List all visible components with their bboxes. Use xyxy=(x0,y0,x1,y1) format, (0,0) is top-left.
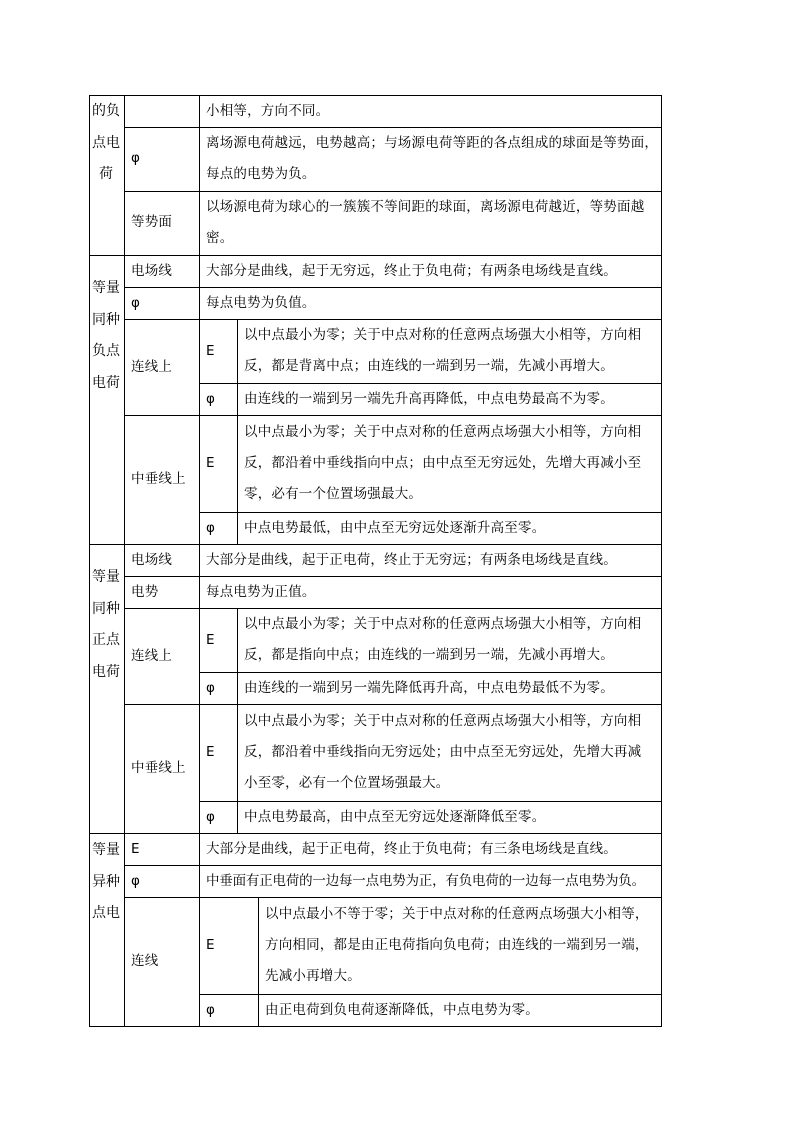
row-name: 中垂线上 xyxy=(131,760,186,776)
cell-content: 反，都是指向中点；由连线的一端到另一端，先减小再增大。 xyxy=(244,647,614,663)
sub-symbol: φ xyxy=(206,1002,216,1018)
sub-symbol: E xyxy=(206,937,215,953)
cell-content: 反，都沿着中垂线指向无穷远处；由中点至无穷远处，先增大再减 xyxy=(244,744,642,760)
cell-content: 反，都沿着中垂线指向中点；由中点至无穷远处，先增大再减小至 xyxy=(244,455,642,471)
cell-content: 每点电势为正值。 xyxy=(206,584,316,600)
col-divider xyxy=(237,319,238,544)
section-label: 的负点电荷 xyxy=(92,103,120,182)
cell-content: 以场源电荷为球心的一簇簇不等间距的球面，离场源电荷越近，等势面越 xyxy=(206,199,645,215)
cell-content: 由连线的一端到另一端先升高再降低，中点电势最高不为零。 xyxy=(244,391,614,407)
section-label: 等量同种正点电荷 xyxy=(92,569,120,680)
table-top-border xyxy=(89,95,662,96)
cell-content: 每点的电势为负。 xyxy=(206,166,316,182)
cell-content: 以中点最小不等于零；关于中点对称的任意两点场强大小相等， xyxy=(265,906,649,922)
cell-content: 中点电势最高，由中点至无穷远处逐渐降低至零。 xyxy=(244,809,546,825)
sub-symbol: E xyxy=(206,343,215,359)
row-name: 电势 xyxy=(131,584,159,600)
row-name: 电场线 xyxy=(131,263,173,279)
row-name: φ xyxy=(131,295,141,311)
sub-symbol: φ xyxy=(206,809,216,825)
row-name: φ xyxy=(131,873,141,889)
sub-symbol: φ xyxy=(206,680,216,696)
rule xyxy=(124,415,662,416)
cell-content: 中垂面有正电荷的一边每一点电势为正，有负电荷的一边每一点电势为负。 xyxy=(206,873,645,889)
cell-content: 每点电势为负值。 xyxy=(206,295,316,311)
sub-symbol: φ xyxy=(206,520,216,536)
cell-content: 以中点最小为零；关于中点对称的任意两点场强大小相等，方向相 xyxy=(244,424,642,440)
cell-content: 小相等，方向不同。 xyxy=(206,103,330,119)
cell-content: 由正电荷到负电荷逐渐降低，中点电势为零。 xyxy=(265,1002,539,1018)
cell-content: 大部分是曲线，起于正电荷，终止于无穷远；有两条电场线是直线。 xyxy=(206,552,617,568)
table-right-border xyxy=(661,95,662,1027)
cell-content: 密。 xyxy=(206,230,234,246)
col-divider xyxy=(237,608,238,833)
row-name: E xyxy=(131,841,140,857)
sub-symbol: E xyxy=(206,455,215,471)
rule xyxy=(124,287,662,288)
row-name: φ xyxy=(131,150,141,166)
row-name: 中垂线上 xyxy=(131,471,186,487)
col-divider xyxy=(258,897,259,1027)
cell-content: 以中点最小为零；关于中点对称的任意两点场强大小相等，方向相 xyxy=(244,327,642,343)
cell-content: 反，都是背离中点；由连线的一端到另一端，先减小再增大。 xyxy=(244,358,614,374)
section-label: 等量异种点电 xyxy=(92,842,120,921)
cell-content: 以中点最小为零；关于中点对称的任意两点场强大小相等，方向相 xyxy=(244,713,642,729)
sub-symbol: E xyxy=(206,632,215,648)
table-bottom-border xyxy=(89,1026,662,1027)
col-divider xyxy=(124,95,125,1027)
rule xyxy=(124,704,662,705)
row-name: 电场线 xyxy=(131,552,173,568)
section-label: 等量同种负点电荷 xyxy=(92,280,120,391)
cell-content: 中点电势最低，由中点至无穷远处逐渐升高至零。 xyxy=(244,520,546,536)
cell-content: 以中点最小为零；关于中点对称的任意两点场强大小相等，方向相 xyxy=(244,616,642,632)
cell-content: 大部分是曲线，起于正电荷，终止于负电荷；有三条电场线是直线。 xyxy=(206,841,617,857)
sub-symbol: E xyxy=(206,744,215,760)
cell-content: 零，必有一个位置场强最大。 xyxy=(244,486,423,502)
sub-symbol: φ xyxy=(206,391,216,407)
rule xyxy=(124,576,662,577)
rule xyxy=(124,897,662,898)
cell-content: 方向相同，都是由正电荷指向负电荷；由连线的一端到另一端， xyxy=(265,937,649,953)
row-name: 连线 xyxy=(131,953,159,969)
cell-content: 大部分是曲线，起于无穷远，终止于负电荷；有两条电场线是直线。 xyxy=(206,263,617,279)
row-name: 连线上 xyxy=(131,648,173,664)
table-left-border xyxy=(89,95,90,1027)
cell-content: 先减小再增大。 xyxy=(265,968,361,984)
cell-content: 离场源电荷越远，电势越高；与场源电荷等距的各点组成的球面是等势面， xyxy=(206,135,659,151)
cell-content: 由连线的一端到另一端先降低再升高，中点电势最低不为零。 xyxy=(244,680,614,696)
row-name: 连线上 xyxy=(131,359,173,375)
cell-content: 小至零，必有一个位置场强最大。 xyxy=(244,775,450,791)
row-name: 等势面 xyxy=(131,214,173,230)
col-divider xyxy=(199,95,200,1027)
